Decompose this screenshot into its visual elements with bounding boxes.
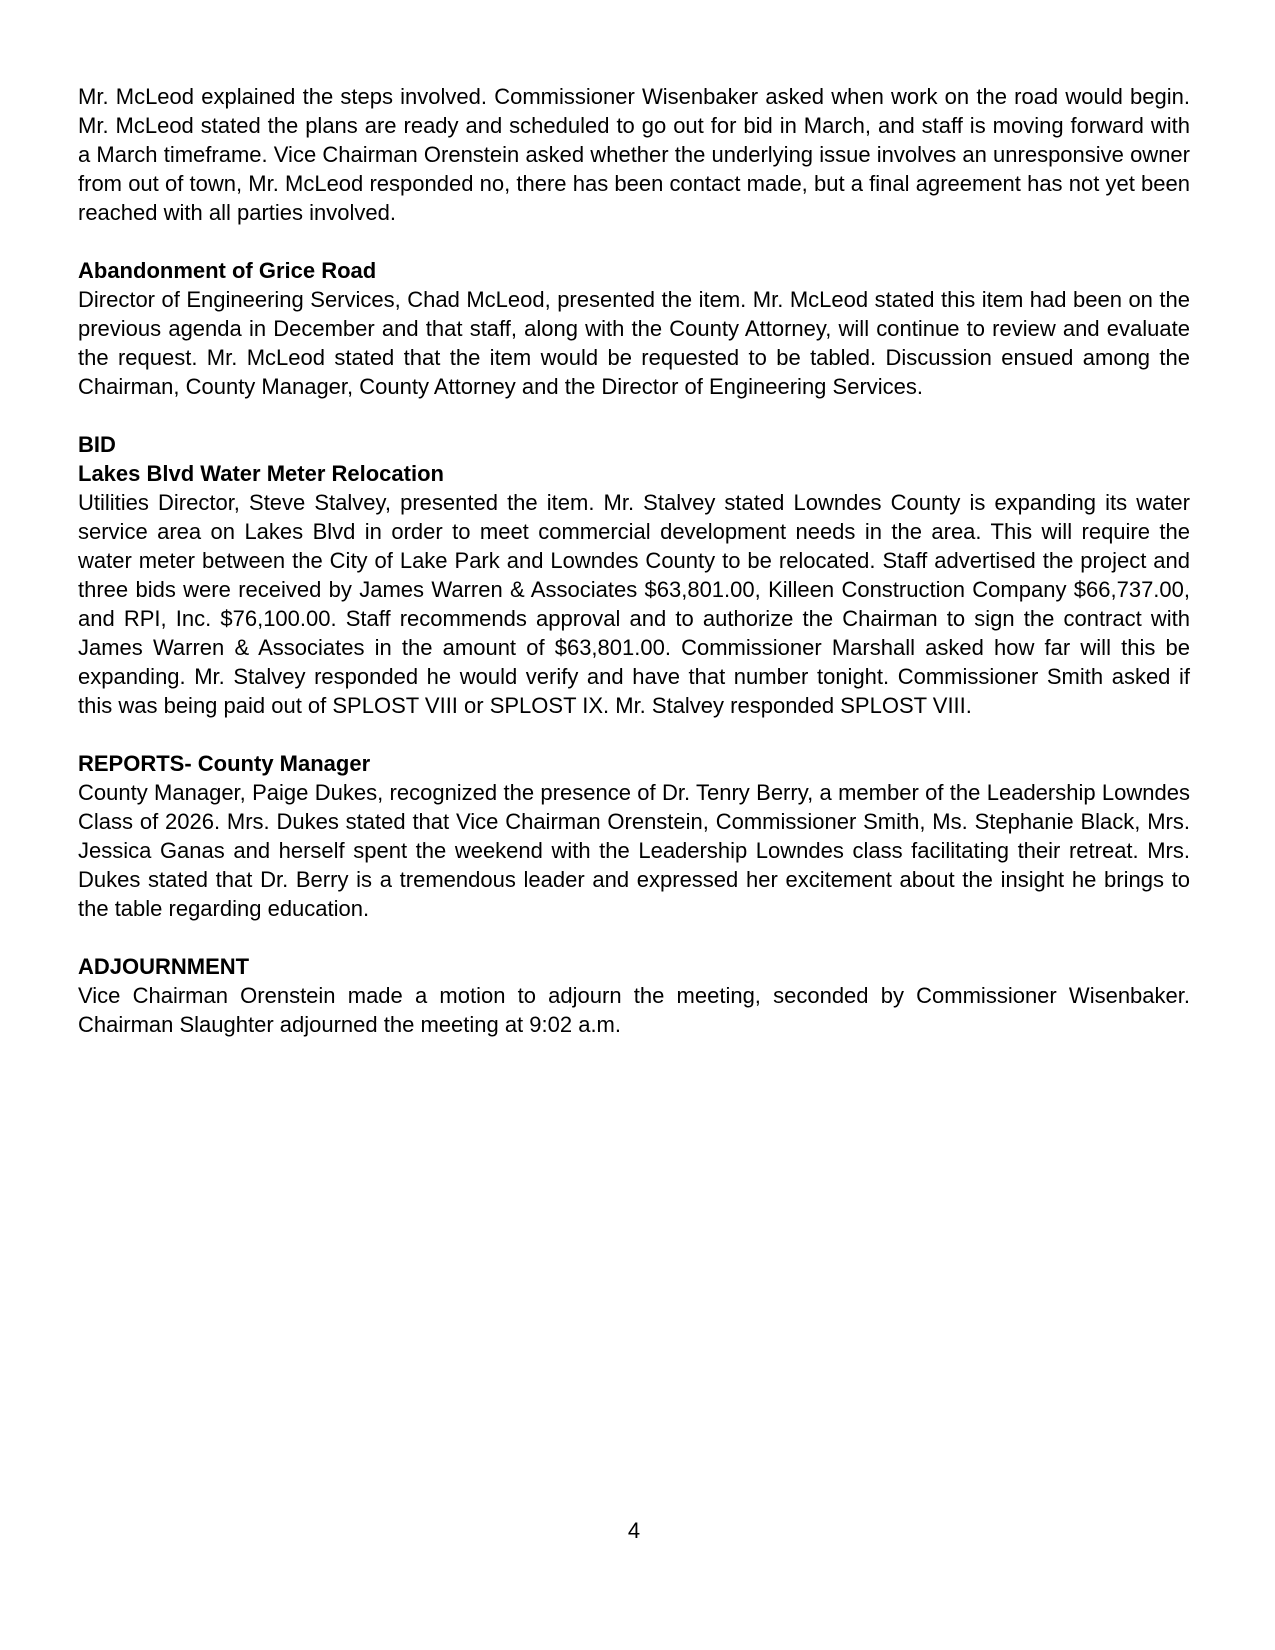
reports-county-manager-heading: REPORTS- County Manager	[78, 751, 371, 776]
abandonment-grice-road-heading: Abandonment of Grice Road	[78, 258, 377, 283]
page-number: 4	[627, 1518, 641, 1543]
adjournment-heading: ADJOURNMENT	[78, 954, 250, 979]
road-project-paragraph: Mr. McLeod explained the steps involved. Commissioner Wisenbaker asked when work on the road would begin. Mr. McLeod stated the plans are ready and scheduled to go out for bid in March, and staff is moving forward with a March timeframe. Vice Chairman Orenstein asked whether the underlying issue involves an unresponsive owner from out of town, Mr. McLeod responded no, there has been contact made, but a final agreement has not yet been reached with all parties involved.	[78, 84, 1190, 225]
adjournment-paragraph: Vice Chairman Orenstein made a motion to adjourn the meeting, seconded by Commissioner Wisenbaker. Chairman Slaughter adjourned the meeting at 9:02 a.m.	[78, 983, 1190, 1037]
meeting-minutes-page	[78, 82, 1190, 1039]
section-adjournment	[78, 952, 1190, 1039]
lakes-blvd-water-meter-paragraph: Utilities Director, Steve Stalvey, presented the item. Mr. Stalvey stated Lowndes County is expanding its water service area on Lakes Blvd in order to meet commercial development needs in the area. This will require the water meter between the City of Lake Park and Lowndes County to be relocated. Staff advertised the project and three bids were received by James Warren & Associates $63,801.00, Killeen Construction Company $66,737.00, and RPI, Inc. $76,100.00. Staff recommends approval and to authorize the Chairman to sign the contract with James Warren & Associates in the amount of $63,801.00. Commissioner Marshall asked how far will this be expanding. Mr. Stalvey responded he would verify and have that number tonight. Commissioner Smith asked if this was being paid out of SPLOST VIII or SPLOST IX. Mr. Stalvey responded SPLOST VIII.	[78, 490, 1190, 718]
section-bid-lakes-blvd-water-meter	[78, 430, 1190, 720]
section-reports-county-manager	[78, 749, 1190, 923]
section-abandonment-of-grice-road	[78, 256, 1190, 401]
lakes-blvd-water-meter-relocation-heading: Lakes Blvd Water Meter Relocation	[78, 461, 444, 486]
abandonment-grice-road-paragraph: Director of Engineering Services, Chad McLeod, presented the item. Mr. McLeod stated this item had been on the previous agenda in December and that staff, along with the County Attorney, will continue to review and evaluate the request. Mr. McLeod stated that the item would be requested to be tabled. Discussion ensued among the Chairman, County Manager, County Attorney and the Director of Engineering Services.	[78, 287, 1190, 399]
section-road-project-continuation	[78, 82, 1190, 227]
bid-heading: BID	[78, 432, 116, 457]
reports-county-manager-paragraph: County Manager, Paige Dukes, recognized the presence of Dr. Tenry Berry, a member of the Leadership Lowndes Class of 2026. Mrs. Dukes stated that Vice Chairman Orenstein, Commissioner Smith, Ms. Stephanie Black, Mrs. Jessica Ganas and herself spent the weekend with the Leadership Lowndes class facilitating their retreat. Mrs. Dukes stated that Dr. Berry is a tremendous leader and expressed her excitement about the insight he brings to the table regarding education.	[78, 780, 1190, 921]
